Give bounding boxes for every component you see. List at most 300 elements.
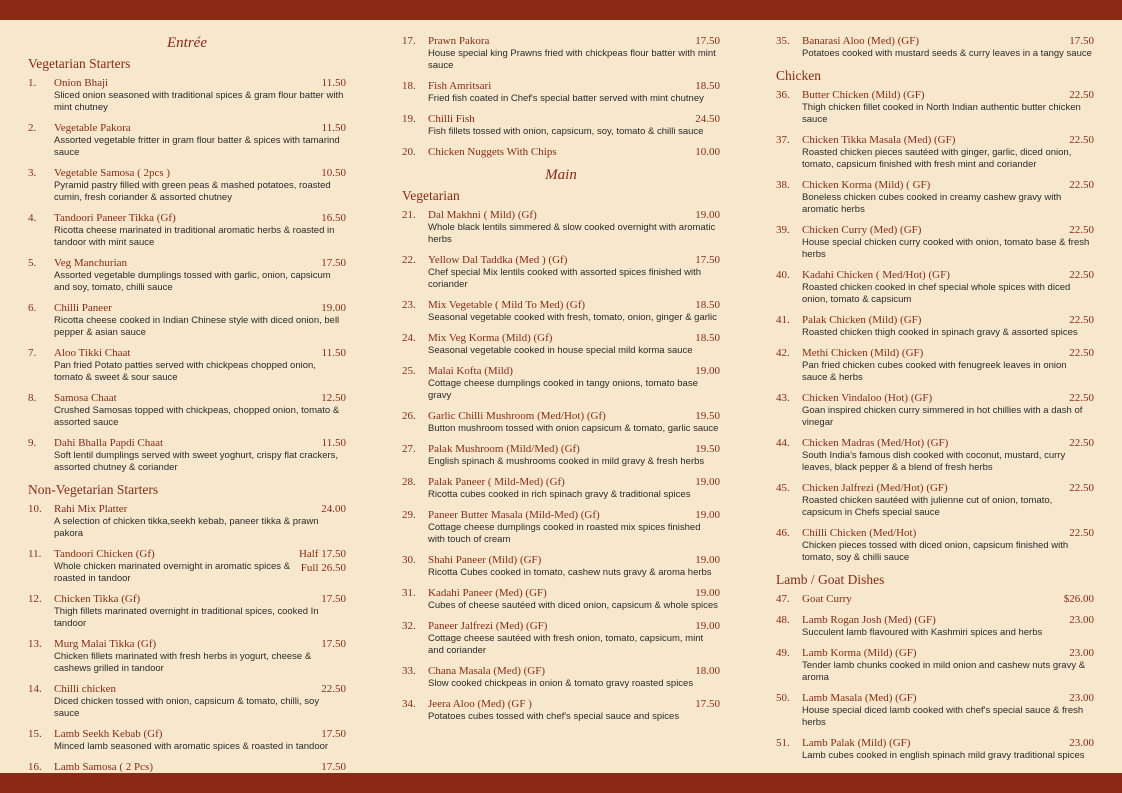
item-number: 15. bbox=[28, 728, 42, 740]
item-price: 22.50 bbox=[321, 683, 346, 695]
menu-item bbox=[402, 331, 720, 357]
item-header bbox=[54, 592, 346, 606]
item-number: 20. bbox=[402, 146, 416, 158]
item-header bbox=[802, 436, 1094, 450]
item-description: House special diced lamb cooked with chef's special sauce & fresh herbs bbox=[802, 705, 1084, 728]
item-description: Whole black lentils simmered & slow cooked overnight with aromatic herbs bbox=[428, 222, 716, 245]
item-header bbox=[428, 409, 720, 423]
menu-item bbox=[776, 691, 1094, 729]
item-price: 17.50 bbox=[321, 638, 346, 650]
item-price: 23.00 bbox=[1069, 647, 1094, 659]
item-name: Banarasi Aloo (Med) (GF) bbox=[802, 35, 920, 47]
item-description: Pan fried chicken cubes cooked with fenugreek leaves in onion sauce & herbs bbox=[802, 360, 1067, 383]
item-description: Pyramid pastry filled with green peas & mashed potatoes, roasted cumin, fresh coriander & assorted chutney bbox=[54, 180, 331, 203]
item-header bbox=[428, 112, 720, 126]
menu-item bbox=[28, 727, 346, 753]
menu-item bbox=[402, 475, 720, 501]
item-name: Methi Chicken (Mild) (GF) bbox=[802, 347, 924, 359]
item-description: House special chicken curry cooked with onion, tomato base & fresh herbs bbox=[802, 237, 1090, 260]
menu-item bbox=[402, 79, 720, 105]
item-price: 12.50 bbox=[321, 392, 346, 404]
item-number: 3. bbox=[28, 167, 37, 179]
item-price: 18.00 bbox=[695, 665, 720, 677]
item-header bbox=[802, 346, 1094, 360]
item-number: 16. bbox=[28, 761, 42, 773]
item-name: Garlic Chilli Mushroom (Med/Hot) (Gf) bbox=[428, 410, 606, 422]
item-header bbox=[802, 481, 1094, 495]
item-header bbox=[802, 268, 1094, 282]
item-number: 9. bbox=[28, 437, 37, 449]
item-price: 19.00 bbox=[695, 365, 720, 377]
item-name: Chana Masala (Med) (GF) bbox=[428, 665, 545, 677]
category-heading: Vegetarian Starters bbox=[28, 56, 131, 71]
item-price: 17.50 bbox=[321, 761, 346, 773]
item-description: Ricotta cubes cooked in rich spinach gravy & traditional spices bbox=[428, 489, 691, 500]
item-number: 50. bbox=[776, 692, 790, 704]
item-price: 22.50 bbox=[1069, 179, 1094, 191]
item-price: 18.50 bbox=[695, 299, 720, 311]
item-description: Chef special Mix lentils cooked with assorted spices finished with coriander bbox=[428, 267, 701, 290]
item-price: 24.00 bbox=[321, 503, 346, 515]
menu-item bbox=[402, 409, 720, 435]
menu-item bbox=[776, 88, 1094, 126]
item-name: Chicken Tikka (Gf) bbox=[54, 593, 141, 605]
item-price: 11.50 bbox=[321, 437, 346, 449]
item-description: Thigh fillets marinated overnight in traditional spices, cooked In tandoor bbox=[54, 606, 319, 629]
menu-item bbox=[776, 613, 1094, 639]
item-number: 12. bbox=[28, 593, 42, 605]
item-number: 51. bbox=[776, 737, 790, 749]
item-name: Lamb Rogan Josh (Med) (GF) bbox=[802, 614, 936, 626]
item-price: 17.50 bbox=[695, 35, 720, 47]
menu-item bbox=[28, 301, 346, 339]
item-header bbox=[802, 313, 1094, 327]
item-price: 23.00 bbox=[1069, 614, 1094, 626]
menu-column-1 bbox=[28, 34, 346, 793]
item-number: 21. bbox=[402, 209, 416, 221]
menu-item bbox=[402, 442, 720, 468]
item-header bbox=[428, 364, 720, 378]
item-description: South India's famous dish cooked with coconut, mustard, curry leaves, black pepper & a blend of fresh herbs bbox=[802, 450, 1066, 473]
item-number: 13. bbox=[28, 638, 42, 650]
item-number: 25. bbox=[402, 365, 416, 377]
item-header bbox=[428, 79, 720, 93]
item-number: 27. bbox=[402, 443, 416, 455]
item-name: Prawn Pakora bbox=[428, 35, 490, 47]
item-price: 22.50 bbox=[1069, 314, 1094, 326]
item-name: Veg Manchurian bbox=[54, 257, 128, 269]
item-number: 18. bbox=[402, 80, 416, 92]
item-name: Chicken Korma (Mild) ( GF) bbox=[802, 179, 931, 191]
item-name: Lamb Korma (Mild) (GF) bbox=[802, 647, 917, 659]
category-heading: Chicken bbox=[776, 68, 821, 83]
item-name: Dal Makhni ( Mild) (Gf) bbox=[428, 209, 537, 221]
item-number: 4. bbox=[28, 212, 37, 224]
item-name: Lamb Seekh Kebab (Gf) bbox=[54, 728, 163, 740]
item-price: 10.00 bbox=[695, 146, 720, 158]
item-number: 24. bbox=[402, 332, 416, 344]
item-name: Aloo Tikki Chaat bbox=[54, 347, 131, 359]
item-header bbox=[428, 553, 720, 567]
item-description: Chicken fillets marinated with fresh herbs in yogurt, cheese & cashews grilled in tandoor bbox=[54, 651, 312, 674]
item-name: Chicken Madras (Med/Hot) (GF) bbox=[802, 437, 949, 449]
item-number: 47. bbox=[776, 593, 790, 605]
item-price: 10.50 bbox=[321, 167, 346, 179]
item-name: Lamb Samosa ( 2 Pcs) bbox=[54, 761, 153, 773]
menu-item bbox=[402, 697, 720, 723]
item-header bbox=[802, 133, 1094, 147]
item-price-full: Full 26.50 bbox=[300, 562, 346, 574]
item-description: Potatoes cubes tossed with chef's special sauce and spices bbox=[428, 711, 680, 722]
item-number: 35. bbox=[776, 35, 790, 47]
menu-item bbox=[28, 391, 346, 429]
item-number: 49. bbox=[776, 647, 790, 659]
menu-item bbox=[402, 553, 720, 579]
menu-item bbox=[402, 298, 720, 324]
item-price: $26.00 bbox=[1063, 593, 1094, 605]
item-name: Chicken Vindaloo (Hot) (GF) bbox=[802, 392, 933, 404]
item-header bbox=[802, 592, 1094, 606]
menu-item bbox=[402, 253, 720, 291]
menu-item bbox=[776, 736, 1094, 762]
item-name: Malai Kofta (Mild) bbox=[428, 365, 513, 377]
top-band bbox=[0, 0, 1122, 20]
menu-item bbox=[776, 313, 1094, 339]
item-price: 19.00 bbox=[695, 587, 720, 599]
item-header bbox=[428, 145, 720, 159]
menu-item bbox=[402, 664, 720, 690]
item-description: Ricotta cheese marinated in traditional aromatic herbs & roasted in tandoor with mint sauce bbox=[54, 225, 335, 248]
item-header bbox=[428, 697, 720, 711]
item-number: 6. bbox=[28, 302, 37, 314]
item-name: Palak Mushroom (Mild/Med) (Gf) bbox=[428, 443, 580, 455]
menu-item bbox=[776, 481, 1094, 519]
item-name: Rahi Mix Platter bbox=[54, 503, 128, 515]
menu-column-2 bbox=[402, 34, 720, 730]
item-description: Assorted vegetable fritter in gram flour batter & spices with tamarind sauce bbox=[54, 135, 340, 158]
item-number: 43. bbox=[776, 392, 790, 404]
item-description: Roasted chicken thigh cooked in spinach gravy & assorted spices bbox=[802, 327, 1078, 338]
item-description: Crushed Samosas topped with chickpeas, chopped onion, tomato & assorted sauce bbox=[54, 405, 340, 428]
menu-item bbox=[28, 166, 346, 204]
item-header bbox=[54, 211, 346, 225]
item-number: 22. bbox=[402, 254, 416, 266]
item-price: 22.50 bbox=[1069, 269, 1094, 281]
item-description: Lamb cubes cooked in english spinach mild gravy traditional spices bbox=[802, 750, 1085, 761]
item-header bbox=[54, 502, 346, 516]
item-price: 16.50 bbox=[321, 212, 346, 224]
item-price: 11.50 bbox=[321, 347, 346, 359]
menu-item bbox=[402, 586, 720, 612]
item-header bbox=[428, 475, 720, 489]
item-price: 19.50 bbox=[695, 410, 720, 422]
item-header bbox=[802, 88, 1094, 102]
menu-item bbox=[776, 133, 1094, 171]
item-price: 19.00 bbox=[695, 620, 720, 632]
item-description: Minced lamb seasoned with aromatic spices & roasted in tandoor bbox=[54, 741, 329, 752]
menu-item bbox=[776, 34, 1094, 60]
item-header bbox=[802, 391, 1094, 405]
menu-item bbox=[402, 34, 720, 72]
item-description: Seasonal vegetable cooked in house special mild korma sauce bbox=[428, 345, 693, 356]
item-description: Slow cooked chickpeas in onion & tomato gravy roasted spices bbox=[428, 678, 694, 689]
item-description: Potatoes cooked with mustard seeds & curry leaves in a tangy sauce bbox=[802, 48, 1092, 59]
item-price: 19.00 bbox=[695, 476, 720, 488]
item-name: Samosa Chaat bbox=[54, 392, 117, 404]
item-description: Cubes of cheese sautéed with diced onion, capsicum & whole spices bbox=[428, 600, 718, 611]
item-header-secondary bbox=[54, 561, 346, 585]
item-price: 22.50 bbox=[1069, 89, 1094, 101]
item-name: Lamb Masala (Med) (GF) bbox=[802, 692, 917, 704]
menu-column-3 bbox=[776, 34, 1094, 769]
item-price: 24.50 bbox=[695, 113, 720, 125]
item-header bbox=[54, 346, 346, 360]
item-description: Boneless chicken cubes cooked in creamy cashew gravy with aromatic herbs bbox=[802, 192, 1062, 215]
item-name: Fish Amritsari bbox=[428, 80, 492, 92]
item-header bbox=[428, 508, 720, 522]
item-name: Mix Veg Korma (Mild) (Gf) bbox=[428, 332, 553, 344]
item-number: 40. bbox=[776, 269, 790, 281]
item-name: Lamb Palak (Mild) (GF) bbox=[802, 737, 911, 749]
menu-item bbox=[28, 121, 346, 159]
item-number: 14. bbox=[28, 683, 42, 695]
item-number: 45. bbox=[776, 482, 790, 494]
item-header bbox=[54, 76, 346, 90]
item-number: 5. bbox=[28, 257, 37, 269]
item-price: 22.50 bbox=[1069, 392, 1094, 404]
menu-item bbox=[28, 502, 346, 540]
menu-item bbox=[402, 508, 720, 546]
menu-item bbox=[776, 592, 1094, 606]
item-description: Cottage cheese dumplings cooked in tangy onions, tomato base gravy bbox=[428, 378, 698, 401]
item-name: Chilli Chicken (Med/Hot) bbox=[802, 527, 917, 539]
item-name: Goat Curry bbox=[802, 593, 852, 605]
item-description: Roasted chicken pieces sautéed with ginger, garlic, diced onion, tomato, capsicum finished with fresh mint and coriander bbox=[802, 147, 1072, 170]
item-header bbox=[802, 178, 1094, 192]
menu-item bbox=[402, 145, 720, 159]
item-header bbox=[54, 121, 346, 135]
menu-item bbox=[28, 436, 346, 474]
item-name: Chilli Fish bbox=[428, 113, 475, 125]
item-header bbox=[428, 442, 720, 456]
item-price: 19.50 bbox=[695, 443, 720, 455]
item-price: 19.00 bbox=[321, 302, 346, 314]
item-name: Paneer Butter Masala (Mild-Med) (Gf) bbox=[428, 509, 600, 521]
item-header bbox=[802, 34, 1094, 48]
item-name: Mix Vegetable ( Mild To Med) (Gf) bbox=[428, 299, 586, 311]
item-name: Chicken Nuggets With Chips bbox=[428, 146, 557, 158]
menu-item bbox=[28, 637, 346, 675]
item-header bbox=[54, 682, 346, 696]
item-number: 29. bbox=[402, 509, 416, 521]
item-price: 22.50 bbox=[1069, 347, 1094, 359]
item-header bbox=[428, 253, 720, 267]
item-header bbox=[802, 691, 1094, 705]
item-number: 32. bbox=[402, 620, 416, 632]
item-header bbox=[802, 223, 1094, 237]
section-title: Entrée bbox=[167, 35, 207, 51]
category-heading: Non-Vegetarian Starters bbox=[28, 482, 159, 497]
item-header bbox=[54, 256, 346, 270]
item-number: 36. bbox=[776, 89, 790, 101]
item-number: 41. bbox=[776, 314, 790, 326]
item-header bbox=[54, 391, 346, 405]
menu-item bbox=[776, 223, 1094, 261]
menu-item bbox=[776, 346, 1094, 384]
menu-item bbox=[776, 268, 1094, 306]
item-description: Cottage cheese dumplings cooked in roasted mix spices finished with touch of cream bbox=[428, 522, 701, 545]
item-name: Kadahi Paneer (Med) (GF) bbox=[428, 587, 547, 599]
menu-item bbox=[402, 112, 720, 138]
item-description: Thigh chicken fillet cooked in North Indian authentic butter chicken sauce bbox=[802, 102, 1081, 125]
item-header bbox=[802, 736, 1094, 750]
item-name: Chicken Tikka Masala (Med) (GF) bbox=[802, 134, 956, 146]
menu-item bbox=[776, 526, 1094, 564]
item-description: Whole chicken marinated overnight in aromatic spices & roasted in tandoor bbox=[54, 561, 291, 584]
menu-item bbox=[402, 364, 720, 402]
item-price: 17.50 bbox=[321, 728, 346, 740]
item-number: 30. bbox=[402, 554, 416, 566]
item-price: 22.50 bbox=[1069, 527, 1094, 539]
item-price: 11.50 bbox=[321, 77, 346, 89]
item-header bbox=[802, 613, 1094, 627]
item-price: 23.00 bbox=[1069, 692, 1094, 704]
item-header bbox=[802, 646, 1094, 660]
item-number: 37. bbox=[776, 134, 790, 146]
item-description: Button mushroom tossed with onion capsicum & tomato, garlic sauce bbox=[428, 423, 719, 434]
item-price: 23.00 bbox=[1069, 737, 1094, 749]
menu-item bbox=[28, 592, 346, 630]
item-header bbox=[428, 619, 720, 633]
item-number: 33. bbox=[402, 665, 416, 677]
item-description: Pan fried Potato patties served with chickpeas chopped onion, tomato & sweet & sour sauce bbox=[54, 360, 316, 383]
item-description: Goan inspired chicken curry simmered in hot chillies with a dash of vinegar bbox=[802, 405, 1083, 428]
item-description: Cottage cheese sautéed with fresh onion, tomato, capsicum, mint and coriander bbox=[428, 633, 704, 656]
item-number: 19. bbox=[402, 113, 416, 125]
item-header bbox=[802, 526, 1094, 540]
item-number: 44. bbox=[776, 437, 790, 449]
menu-item bbox=[776, 178, 1094, 216]
item-number: 11. bbox=[28, 548, 42, 560]
item-number: 38. bbox=[776, 179, 790, 191]
item-number: 31. bbox=[402, 587, 416, 599]
item-number: 46. bbox=[776, 527, 790, 539]
item-description: Sliced onion seasoned with traditional spices & gram flour batter with mint chutney bbox=[54, 90, 344, 113]
item-description: Ricotta Cubes cooked in tomato, cashew nuts gravy & aroma herbs bbox=[428, 567, 712, 578]
item-number: 26. bbox=[402, 410, 416, 422]
item-price: 17.50 bbox=[695, 698, 720, 710]
item-name: Chicken Curry (Med) (GF) bbox=[802, 224, 922, 236]
menu-item bbox=[28, 346, 346, 384]
item-number: 1. bbox=[28, 77, 37, 89]
item-price: 11.50 bbox=[321, 122, 346, 134]
item-name: Palak Paneer ( Mild-Med) (Gf) bbox=[428, 476, 565, 488]
item-description: Seasonal vegetable cooked with fresh, tomato, onion, ginger & garlic bbox=[428, 312, 717, 323]
item-price: 22.50 bbox=[1069, 224, 1094, 236]
category-heading: Vegetarian bbox=[402, 188, 460, 203]
item-number: 8. bbox=[28, 392, 37, 404]
item-name: Chilli Paneer bbox=[54, 302, 112, 314]
item-price: 18.50 bbox=[695, 80, 720, 92]
item-description: Assorted vegetable dumplings tossed with garlic, onion, capsicum and soy, tomato, chilli sauce bbox=[54, 270, 331, 293]
menu-item bbox=[776, 391, 1094, 429]
menu-item bbox=[402, 619, 720, 657]
menu-item bbox=[776, 646, 1094, 684]
item-name: Jeera Aloo (Med) (GF ) bbox=[428, 698, 532, 710]
item-price: 19.00 bbox=[695, 509, 720, 521]
item-header bbox=[54, 547, 346, 561]
item-description: Fish fillets tossed with onion, capsicum, soy, tomato & chilli sauce bbox=[428, 126, 704, 137]
item-description: Chicken pieces tossed with diced onion, capsicum finished with tomato, soy & chilli sauce bbox=[802, 540, 1069, 563]
item-description: Fried fish coated in Chef's special batter served with mint chutney bbox=[428, 93, 704, 104]
item-name: Dahi Bhalla Papdi Chaat bbox=[54, 437, 164, 449]
item-description: Ricotta cheese cooked in Indian Chinese style with diced onion, bell pepper & asian sauce bbox=[54, 315, 340, 338]
item-name: Vegetable Pakora bbox=[54, 122, 131, 134]
item-header bbox=[54, 301, 346, 315]
item-name: Murg Malai Tikka (Gf) bbox=[54, 638, 157, 650]
item-price: 17.50 bbox=[1069, 35, 1094, 47]
menu-item bbox=[28, 256, 346, 294]
item-name: Palak Chicken (Mild) (GF) bbox=[802, 314, 922, 326]
item-price: 17.50 bbox=[321, 593, 346, 605]
item-header bbox=[428, 664, 720, 678]
item-description: A selection of chicken tikka,seekh kebab, paneer tikka & prawn pakora bbox=[54, 516, 319, 539]
item-description: Soft lentil dumplings served with sweet yoghurt, crispy flat crackers, assorted chutney & coriander bbox=[54, 450, 339, 473]
item-description: Succulent lamb flavoured with Kashmiri spices and herbs bbox=[802, 627, 1043, 638]
menu-item bbox=[28, 76, 346, 114]
item-name: Chicken Jalfrezi (Med/Hot) (GF) bbox=[802, 482, 948, 494]
item-description: House special king Prawns fried with chickpeas flour batter with mint sauce bbox=[428, 48, 716, 71]
item-number: 7. bbox=[28, 347, 37, 359]
item-number: 2. bbox=[28, 122, 37, 134]
item-name: Yellow Dal Taddka (Med ) (Gf) bbox=[428, 254, 568, 266]
item-header bbox=[428, 34, 720, 48]
item-name: Kadahi Chicken ( Med/Hot) (GF) bbox=[802, 269, 950, 281]
menu-item bbox=[402, 208, 720, 246]
item-description: Roasted chicken cooked in chef special whole spices with diced onion, tomato & capsicum bbox=[802, 282, 1071, 305]
item-number: 34. bbox=[402, 698, 416, 710]
item-price: 17.50 bbox=[321, 257, 346, 269]
item-price: 18.50 bbox=[695, 332, 720, 344]
item-number: 10. bbox=[28, 503, 42, 515]
item-price: 17.50 bbox=[695, 254, 720, 266]
item-name: Tandoori Chicken (Gf) bbox=[54, 548, 155, 560]
item-number: 48. bbox=[776, 614, 790, 626]
menu-item bbox=[28, 682, 346, 720]
item-price: 19.00 bbox=[695, 554, 720, 566]
item-description: Diced chicken tossed with onion, capsicum & tomato, chilli, soy sauce bbox=[54, 696, 320, 719]
item-description: Tender lamb chunks cooked in mild onion and cashew nuts gravy & aroma bbox=[802, 660, 1086, 683]
item-price: Half 17.50 bbox=[298, 548, 346, 560]
item-name: Chilli chicken bbox=[54, 683, 117, 695]
item-header bbox=[54, 760, 346, 774]
item-number: 39. bbox=[776, 224, 790, 236]
item-description: English spinach & mushrooms cooked in mild gravy & fresh herbs bbox=[428, 456, 705, 467]
item-header bbox=[428, 298, 720, 312]
item-number: 42. bbox=[776, 347, 790, 359]
item-number: 28. bbox=[402, 476, 416, 488]
item-header bbox=[54, 166, 346, 180]
item-name: Butter Chicken (Mild) (GF) bbox=[802, 89, 925, 101]
item-header bbox=[428, 586, 720, 600]
item-price: 19.00 bbox=[695, 209, 720, 221]
menu-item bbox=[28, 547, 346, 585]
section-title: Main bbox=[545, 167, 577, 183]
item-header bbox=[428, 208, 720, 222]
item-header bbox=[54, 727, 346, 741]
bottom-band bbox=[0, 773, 1122, 793]
menu-item bbox=[28, 211, 346, 249]
